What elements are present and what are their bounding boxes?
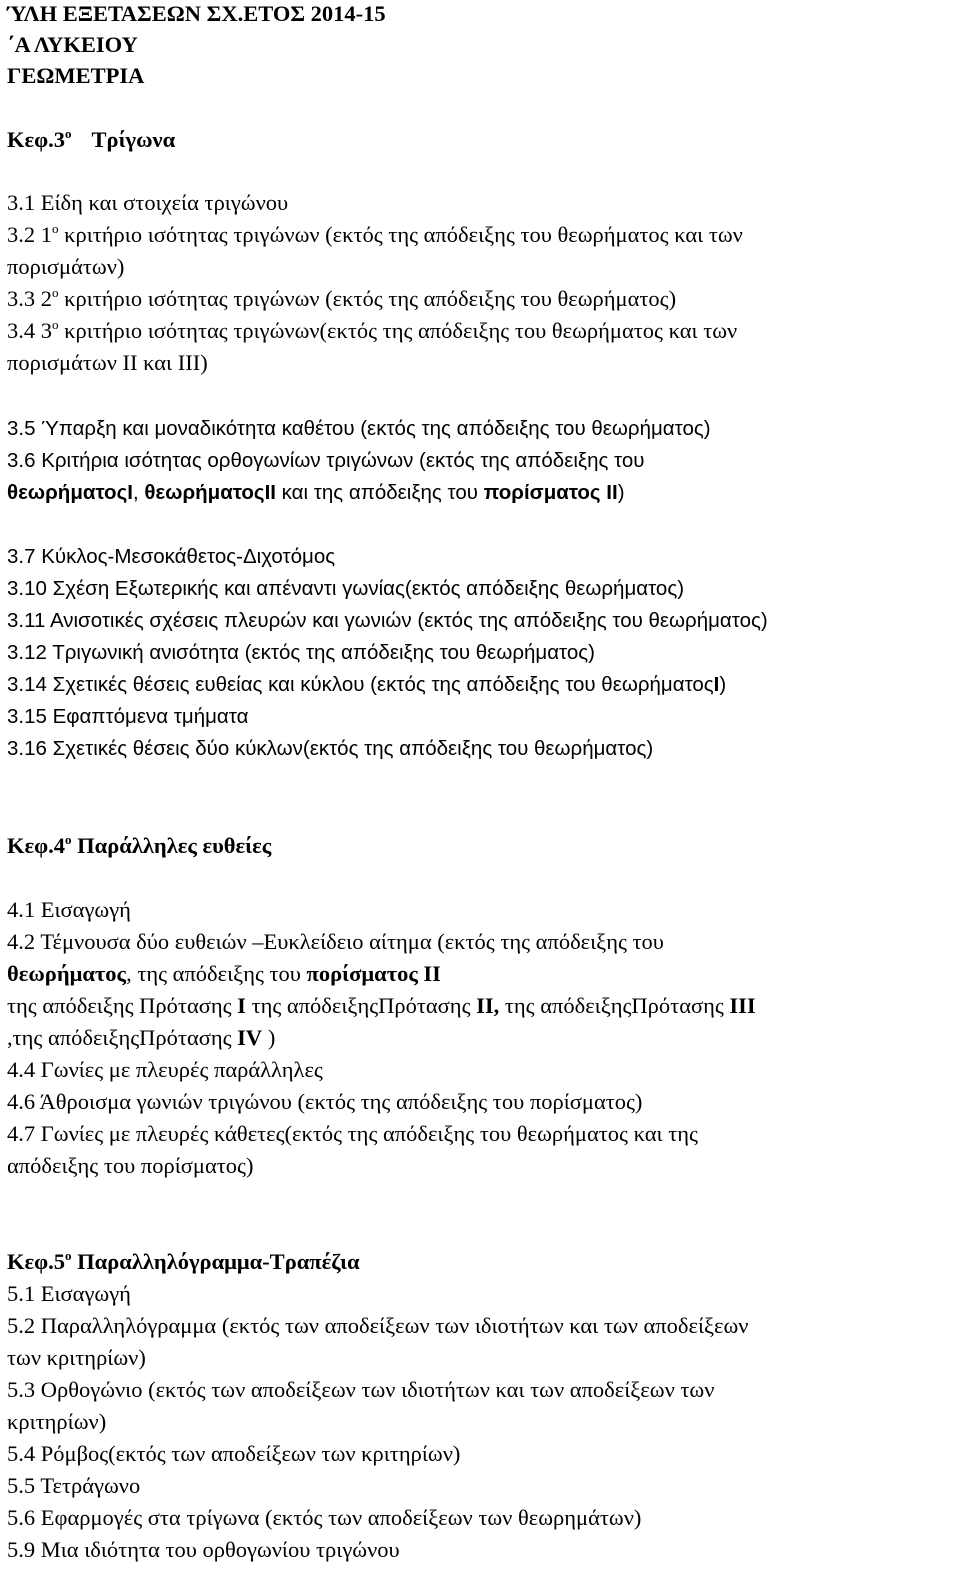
section-3-2-continued: πορισμάτων) (7, 254, 125, 279)
section-4-2-propositions-continued (7, 1024, 275, 1052)
section-3-2 (7, 221, 743, 249)
section-3-6-middle: και της απόδειξης του (275, 481, 484, 504)
section-3-11: 3.11 Ανισοτικές σχέσεις πλευρών και γωνιών (εκτός της απόδειξης του θεωρήματος) (7, 609, 768, 632)
section-4-2-prop-iii: ΙΙΙ (729, 993, 756, 1018)
doc-title-line-3: ΓΕΩΜΕΤΡΙΑ (7, 63, 145, 88)
section-5-9: 5.9 Μια ιδιότητα του ορθογωνίου τριγώνου (7, 1537, 400, 1562)
section-3-2-num: 3.2 1 (7, 222, 52, 247)
section-4-7: 4.7 Γωνίες με πλευρές κάθετες(εκτός της απόδειξης του θεωρήματος και της (7, 1121, 698, 1146)
section-3-14-end: ) (719, 673, 727, 696)
chapter-4-heading (7, 832, 271, 860)
section-3-4-num: 3.4 3 (7, 318, 52, 343)
section-5-3-continued: κριτηρίων) (7, 1409, 107, 1434)
section-3-4 (7, 317, 737, 345)
section-5-4: 5.4 Ρόμβος(εκτός των αποδείξεων των κριτηρίων) (7, 1441, 461, 1466)
section-3-4-text: κριτήριο ισότητας τριγώνων(εκτός της απόδειξης του θεωρήματος και των (58, 318, 738, 343)
chapter-3-heading-sup: ο (65, 126, 72, 141)
section-4-2-theorem: θεωρήματος (7, 961, 127, 986)
section-3-12: 3.12 Τριγωνική ανισότητα (εκτός της απόδειξης του θεωρήματος) (7, 641, 595, 664)
section-3-6: 3.6 Κριτήρια ισότητας ορθογωνίων τριγώνων (εκτός της απόδειξης του (7, 449, 645, 472)
doc-title-line-2: ΄Α ΛΥΚΕΙΟΥ (7, 32, 138, 57)
section-4-2-prop-c: της απόδειξηςΠρότασης (245, 993, 477, 1018)
section-3-4-sup: ο (52, 317, 59, 332)
section-3-6-end: ) (617, 481, 625, 504)
section-3-3 (7, 285, 676, 313)
section-3-14-text: 3.14 Σχετικές θέσεις ευθείας και κύκλου (εκτός της απόδειξης του θεωρήματος (7, 673, 714, 696)
section-4-2-continued (7, 960, 441, 988)
section-5-2: 5.2 Παραλληλόγραμμα (εκτός των αποδείξεων των ιδιοτήτων και των αποδείξεων (7, 1313, 749, 1338)
section-4-2-prop-a: της απόδειξης Πρότασης (7, 993, 238, 1018)
section-3-14 (7, 671, 726, 699)
section-4-2-prop-ii: ΙΙ, (476, 993, 500, 1018)
section-4-2-prop-e: ,της απόδειξηςΠρότασης (7, 1025, 238, 1050)
section-3-4-continued: πορισμάτων ΙΙ και ΙΙΙ) (7, 350, 208, 375)
section-4-2: 4.2 Τέμνουσα δύο ευθειών –Ευκλείδειο αίτημα (εκτός της απόδειξης του (7, 929, 664, 954)
section-3-6-continued (7, 479, 625, 507)
section-4-2-middle: , της απόδειξης του (126, 961, 307, 986)
section-5-3: 5.3 Ορθογώνιο (εκτός των αποδείξεων των ιδιοτήτων και των αποδείξεων των (7, 1377, 715, 1402)
section-5-1: 5.1 Εισαγωγή (7, 1281, 131, 1306)
section-3-2-sup: ο (52, 221, 59, 236)
section-3-6-corollary: πορίσματος ΙΙ (483, 481, 618, 504)
section-4-2-prop-iv: ΙV (237, 1025, 263, 1050)
chapter-4-heading-title: Παράλληλες ευθείες (71, 833, 272, 858)
chapter-4-heading-text: Κεφ.4 (7, 833, 66, 858)
section-5-5: 5.5 Τετράγωνο (7, 1473, 141, 1498)
section-4-2-prop-end: ) (262, 1025, 276, 1050)
chapter-5-heading-text: Κεφ.5 (7, 1249, 66, 1274)
chapter-3-heading-text: Κεφ.3 (7, 127, 66, 152)
section-3-5: 3.5 Ύπαρξη και μοναδικότητα καθέτου (εκτός της απόδειξης του θεωρήματος) (7, 417, 711, 440)
section-3-3-text: κριτήριο ισότητας τριγώνων (εκτός της απόδειξης του θεωρήματος) (58, 286, 677, 311)
section-4-4: 4.4 Γωνίες με πλευρές παράλληλες (7, 1057, 323, 1082)
chapter-5-heading-sup: ο (65, 1248, 72, 1263)
section-3-10: 3.10 Σχέση Εξωτερικής και απέναντι γωνίας(εκτός απόδειξης θεωρήματος) (7, 577, 685, 600)
chapter-4-heading-sup: ο (65, 832, 72, 847)
section-3-6-theorem-2: θεωρήματοςΙΙ (144, 481, 276, 504)
section-3-2-text: κριτήριο ισότητας τριγώνων (εκτός της απόδειξης του θεωρήματος και των (58, 222, 743, 247)
section-4-2-prop-d: της απόδειξηςΠρότασης (499, 993, 730, 1018)
section-3-6-separator: , (132, 481, 145, 504)
section-3-7: 3.7 Κύκλος-Μεσοκάθετος-Διχοτόμος (7, 545, 336, 568)
section-3-15: 3.15 Εφαπτόμενα τμήματα (7, 705, 249, 728)
section-3-14-bold: Ι (713, 673, 720, 696)
section-3-16: 3.16 Σχετικές θέσεις δύο κύκλων(εκτός της απόδειξης του θεωρήματος) (7, 737, 654, 760)
section-4-2-propositions (7, 992, 756, 1020)
section-3-3-sup: ο (52, 285, 59, 300)
section-3-6-theorem-1: θεωρήματοςΙ (7, 481, 133, 504)
section-4-7-continued: απόδειξης του πορίσματος) (7, 1153, 254, 1178)
section-4-2-corollary: πορίσματος ΙΙ (306, 961, 441, 986)
doc-title-line-1: ΎΛΗ ΕΞΕΤΑΣΕΩΝ ΣΧ.ΕΤΟΣ 2014-15 (7, 1, 386, 26)
chapter-5-heading-title: Παραλληλόγραμμα-Τραπέζια (71, 1249, 360, 1274)
section-4-6: 4.6 Άθροισμα γωνιών τριγώνου (εκτός της απόδειξης του πορίσματος) (7, 1089, 643, 1114)
chapter-3-heading (7, 126, 175, 154)
section-4-1: 4.1 Εισαγωγή (7, 897, 131, 922)
section-5-6: 5.6 Εφαρμογές στα τρίγωνα (εκτός των αποδείξεων των θεωρημάτων) (7, 1505, 642, 1530)
section-3-1: 3.1 Είδη και στοιχεία τριγώνου (7, 190, 289, 215)
section-4-2-prop-i: Ι (237, 993, 246, 1018)
section-5-2-continued: των κριτηρίων) (7, 1345, 146, 1370)
chapter-3-heading-title: Τρίγωνα (91, 127, 176, 152)
section-3-3-num: 3.3 2 (7, 286, 52, 311)
chapter-5-heading (7, 1248, 360, 1276)
